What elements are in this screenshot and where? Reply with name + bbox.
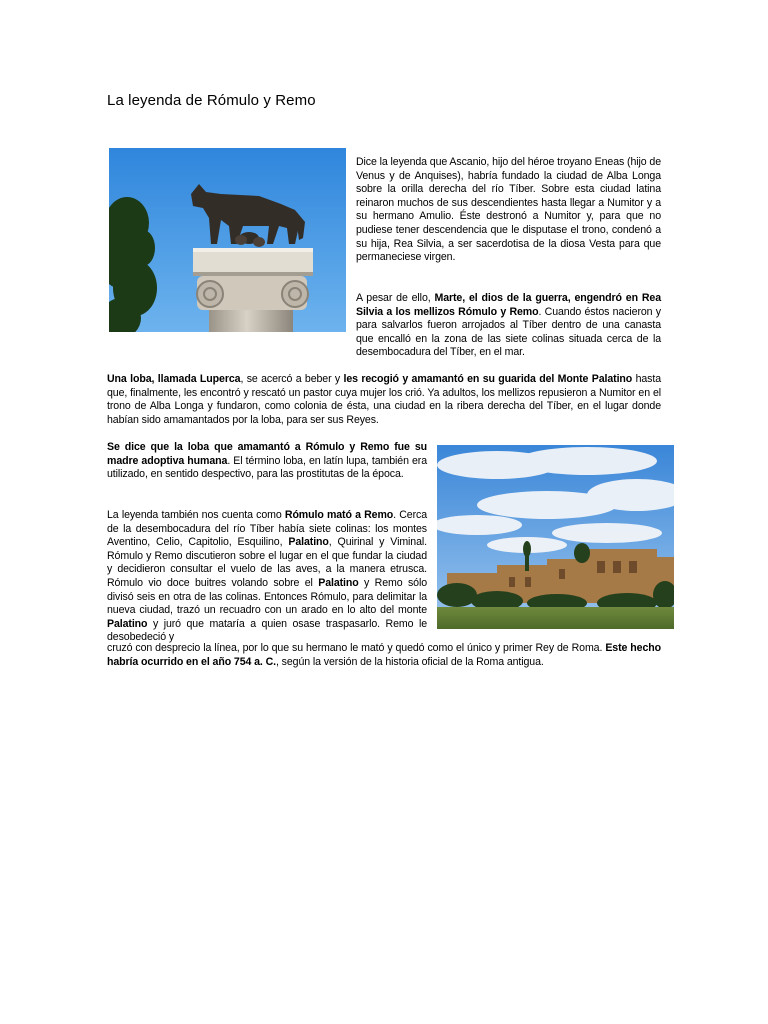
paragraph-adoptive-mother: Se dice que la loba que amamantó a Rómulo y Remo fue su madre adoptiva humana. El término loba, en latín lupa, también era utilizado, en sentido despectivo, para las prostitutas de la época. <box>107 441 427 481</box>
palatine-hill-image <box>437 445 674 629</box>
page-title: La leyenda de Rómulo y Remo <box>107 92 316 109</box>
paragraph-romulo-kills-remo-continued: cruzó con desprecio la línea, por lo que su hermano le mató y quedó como el único y primer Rey de Roma. Este hecho habría ocurrido en el año 754 a. C., según la versión de la historia oficial de la Roma antigua. <box>107 642 661 668</box>
capitoline-wolf-image <box>109 148 346 332</box>
paragraph-romulo-kills-remo: La leyenda también nos cuenta como Rómulo mató a Remo. Cerca de la desembocadura del río Tíber había siete colinas: los montes Aventino, Celio, Capitolio, Esquilino, Palatino, Quirinal y Viminal. Rómulo y Remo discutieron sobre el lugar en el que fundar la ciudad y decidieron consultar el vuelo de las aves, a la manera etrusca. Rómulo vio doce buitres volando sobre el Palatino y Remo sólo divisó seis en otra de las colinas. Entonces Rómulo, para delimitar la nueva ciudad, trazó un recuadro con un arado en lo alto del monte Palatino y juró que mataría a quien osase traspasarlo. Remo le desobedeció y <box>107 509 427 644</box>
paragraph-origins: Dice la leyenda que Ascanio, hijo del héroe troyano Eneas (hijo de Venus y de Anquises), habría fundado la ciudad de Alba Longa sobre la orilla derecha del río Tíber. Sobre esta ciudad latina reinaron muchos de sus descendientes hasta llegar a Numitor y a su hermano Amulio. Éste destronó a Numitor y, para que no pudiese tener descendencia que le disputase el trono, condenó a su hija, Rea Silvia, a ser sacerdotisa de la diosa Vesta para que permaneciese virgen. <box>356 156 661 264</box>
paragraph-mars: A pesar de ello, Marte, el dios de la guerra, engendró en Rea Silvia a los mellizos Rómulo y Remo. Cuando éstos nacieron y para salvarlos fueron arrojados al Tíber dentro de una canasta que encalló en la zona de las siete colinas situada cerca de la desembocadura del Tíber, en el mar. <box>356 292 661 359</box>
paragraph-luperca: Una loba, llamada Luperca, se acercó a beber y les recogió y amamantó en su guarida del Monte Palatino hasta que, finalmente, les encontró y rescató un pastor cuya mujer los crió. Ya adultos, los mellizos repusieron a Numitor en el trono de Alba Longa y fundaron, como colonia de ésta, una ciudad en la ribera derecha del Tíber, en el lugar donde habían sido amamantados por la loba, para ser sus Reyes. <box>107 373 661 426</box>
